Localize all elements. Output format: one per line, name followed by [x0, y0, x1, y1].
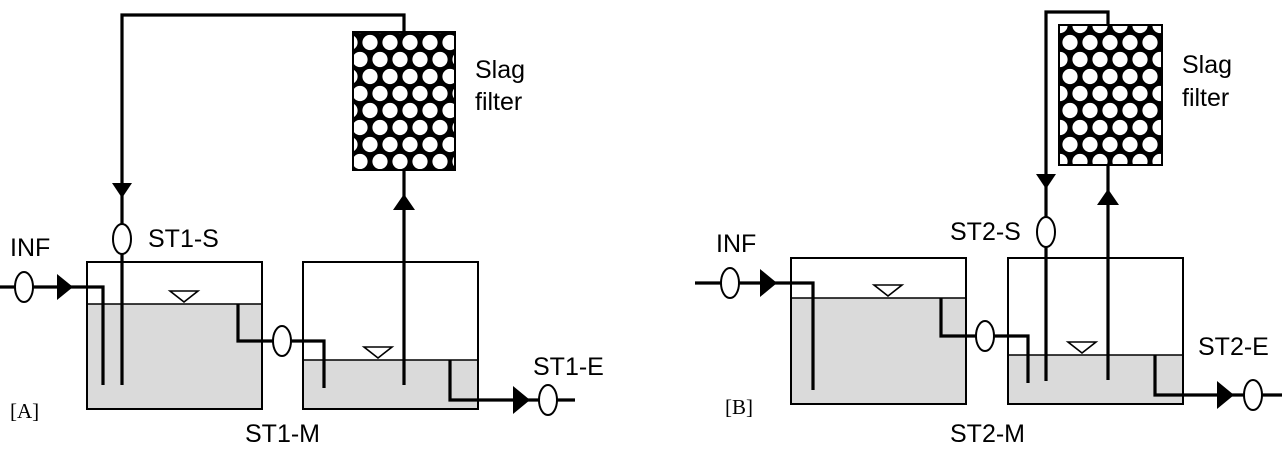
water-level-marker	[1068, 342, 1096, 353]
influent-sampling-point	[15, 272, 33, 302]
settling-tank-2-b	[1008, 258, 1183, 404]
flow-arrow	[393, 194, 415, 210]
filter-label-line2: filter	[1182, 84, 1230, 112]
influent-label: INF	[10, 234, 51, 262]
effluent-label: ST1-E	[533, 353, 604, 381]
settling-tank-1-a	[87, 262, 262, 409]
flow-arrow	[57, 274, 73, 300]
flow-arrow	[1097, 189, 1119, 205]
flow-arrow	[1036, 174, 1056, 189]
slag-filter	[353, 32, 455, 170]
transfer-sampling-point	[273, 326, 291, 356]
st1-s-sampling-point	[113, 224, 131, 254]
water-level-marker	[364, 347, 392, 358]
sampling-label: ST2-S	[950, 218, 1021, 246]
flow-arrow	[513, 386, 530, 414]
middle-label: ST1-M	[245, 420, 320, 448]
panel-tag: [A]	[10, 399, 40, 423]
filter-label-line1: Slag	[1182, 51, 1233, 79]
influent-sampling-point	[721, 268, 739, 298]
middle-label: ST2-M	[950, 420, 1025, 448]
filter-label-line1: Slag	[475, 56, 526, 84]
effluent-label: ST2-E	[1198, 333, 1269, 361]
filter-label-line2: filter	[475, 88, 523, 116]
settling-tank-2-a	[303, 262, 478, 409]
sampling-label: ST1-S	[148, 225, 219, 253]
flow-arrow	[112, 183, 132, 198]
flow-arrow	[1217, 381, 1234, 409]
flow-arrow	[760, 269, 777, 297]
panel-a	[0, 15, 604, 448]
water-level-marker	[874, 285, 902, 296]
transfer-sampling-point	[976, 321, 994, 351]
effluent-sampling-point	[1244, 380, 1262, 410]
slag-filter	[1059, 25, 1162, 165]
panel-b	[695, 12, 1282, 448]
water-level-marker	[170, 291, 198, 302]
panel-tag: [B]	[725, 395, 753, 419]
st2-s-sampling-point	[1037, 217, 1055, 247]
effluent-sampling-point	[539, 385, 557, 415]
influent-label: INF	[716, 230, 757, 258]
